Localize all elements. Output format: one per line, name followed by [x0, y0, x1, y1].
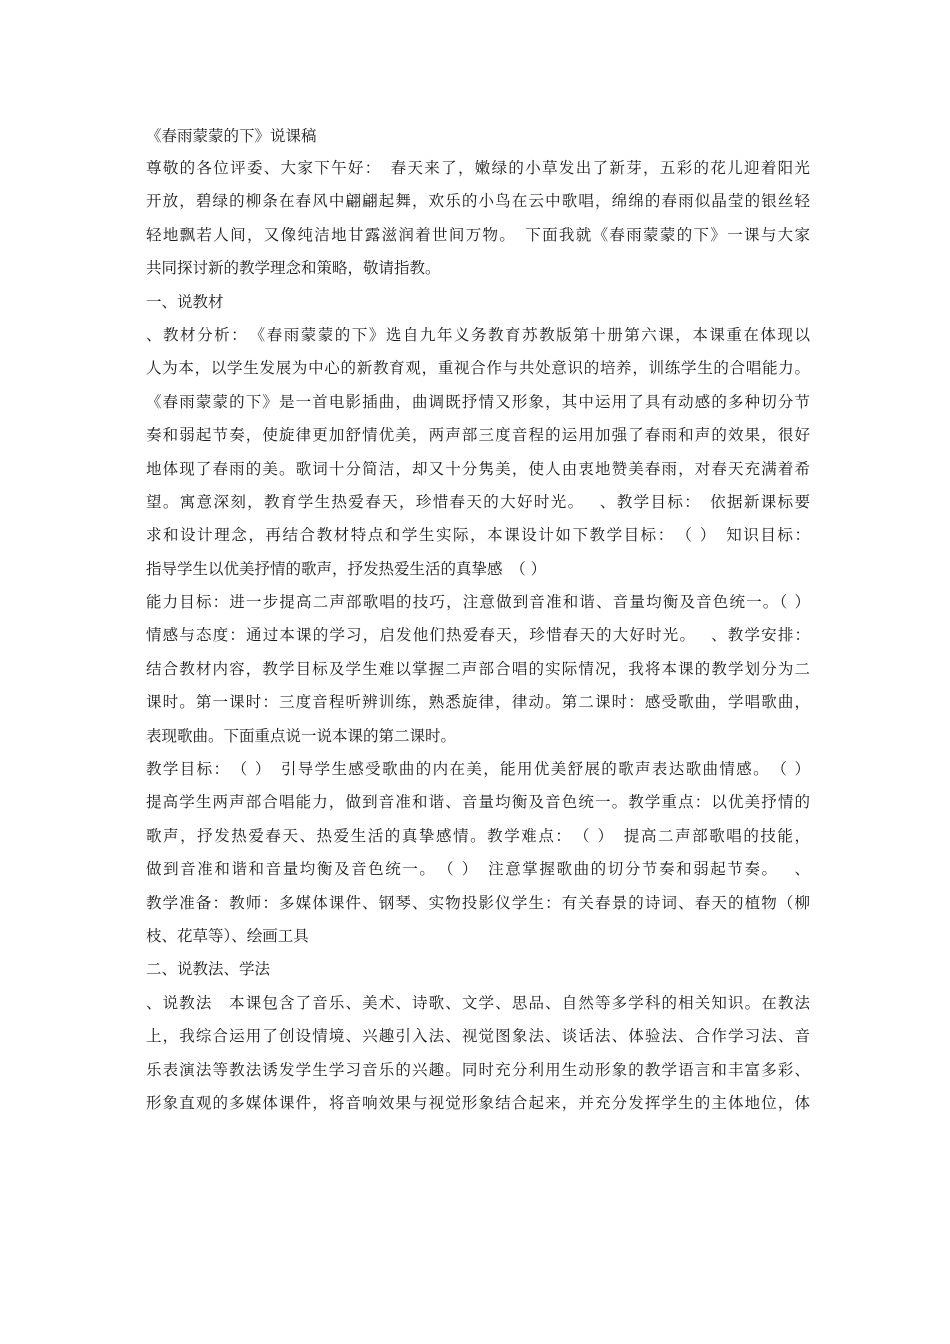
document-page — [146, 120, 810, 1120]
text-line: 做到音准和谐和音量均衡及音色统一。 （ ） 注意掌握歌曲的切分节奏和弱起节奏。 、 — [146, 860, 810, 879]
text-line: 共同探讨新的教学理念和策略，敬请指教。 — [146, 259, 441, 278]
text-line: 课时。第一课时：三度音程听辨训练，熟悉旋律，律动。第二课时：感受歌曲，学唱歌曲， — [146, 693, 810, 712]
text-line: 《春雨蒙蒙的下》是一首电影插曲，曲调既抒情又形象，其中运用了具有动感的多种切分节 — [146, 392, 810, 411]
text-line: 提高学生两声部合唱能力，做到音准和谐、音量均衡及音色统一。教学重点：以优美抒情的 — [146, 793, 810, 812]
section-heading: 一、说教材 — [146, 292, 224, 311]
text-line: 开放，碧绿的柳条在春风中翩翩起舞，欢乐的小鸟在云中歌唱，绵绵的春雨似晶莹的银丝轻 — [146, 192, 810, 211]
text-line: 上，我综合运用了创设情境、兴趣引入法、视觉图象法、谈话法、体验法、合作学习法、音 — [146, 1027, 810, 1046]
text-line: 乐表演法等教法诱发学生学习音乐的兴趣。同时充分利用生动形象的教学语言和丰富多彩、 — [146, 1060, 810, 1079]
text-line: 人为本，以学生发展为中心的新教育观，重视合作与共处意识的培养，训练学生的合唱能力。 — [146, 359, 810, 378]
text-line: 形象直观的多媒体课件，将音响效果与视觉形象结合起来，并充分发挥学生的主体地位，体 — [146, 1093, 810, 1112]
text-line: 奏和弱起节奏，使旋律更加舒情优美，两声部三度音程的运用加强了春雨和声的效果，很好 — [146, 426, 810, 445]
text-line: 歌声，抒发热爱春天、热爱生活的真挚感情。教学难点： （ ） 提高二声部歌唱的技能， — [146, 826, 810, 845]
text-line: 枝、花草等）、绘画工具 — [146, 926, 309, 945]
text-line: 、说教法 本课包含了音乐、美术、诗歌、文学、思品、自然等多学科的相关知识。在教法 — [146, 993, 810, 1012]
text-line: 能力目标：进一步提高二声部歌唱的技巧，注意做到音准和谐、音量均衡及音色统一。（ ） — [146, 593, 810, 612]
text-line: 、教材分析： 《春雨蒙蒙的下》选自九年义务教育苏教版第十册第六课，本课重在体现以 — [146, 325, 810, 344]
text-line: 教学准备：教师：多媒体课件、钢琴、实物投影仪学生：有关春景的诗词、春天的植物（柳 — [146, 893, 810, 912]
text-line: 尊敬的各位评委、大家下午好： 春天来了，嫩绿的小草发出了新芽，五彩的花儿迎着阳光 — [146, 159, 810, 177]
section-heading: 二、说教法、学法 — [146, 960, 271, 979]
text-line: 情感与态度：通过本课的学习，启发他们热爱春天，珍惜春天的大好时光。 、教学安排： — [146, 626, 810, 645]
document-title: 《春雨蒙蒙的下》说课稿 — [146, 127, 317, 145]
text-line: 轻地飘若人间，又像纯洁地甘露滋润着世间万物。 下面我就《春雨蒙蒙的下》一课与大家 — [146, 225, 810, 244]
text-line: 求和设计理念，再结合教材特点和学生实际，本课设计如下教学目标： （ ） 知识目标： — [146, 526, 810, 545]
text-line: 结合教材内容，教学目标及学生难以掌握二声部合唱的实际情况，我将本课的教学划分为二 — [146, 659, 810, 678]
text-line: 地体现了春雨的美。歌词十分简洁，却又十分隽美，使人由衷地赞美春雨，对春天充满着希 — [146, 459, 810, 478]
text-line: 表现歌曲。下面重点说一说本课的第二课时。 — [146, 726, 457, 745]
text-line: 教学目标： （ ） 引导学生感受歌曲的内在美，能用优美舒展的歌声表达歌曲情感。 （ ） — [146, 760, 810, 779]
text-line: 指导学生以优美抒情的歌声，抒发热爱生活的真挚感 （ ） — [146, 559, 547, 578]
text-line: 望。寓意深刻，教育学生热爱春天，珍惜春天的大好时光。 、教学目标： 依据新课标要 — [146, 492, 810, 511]
